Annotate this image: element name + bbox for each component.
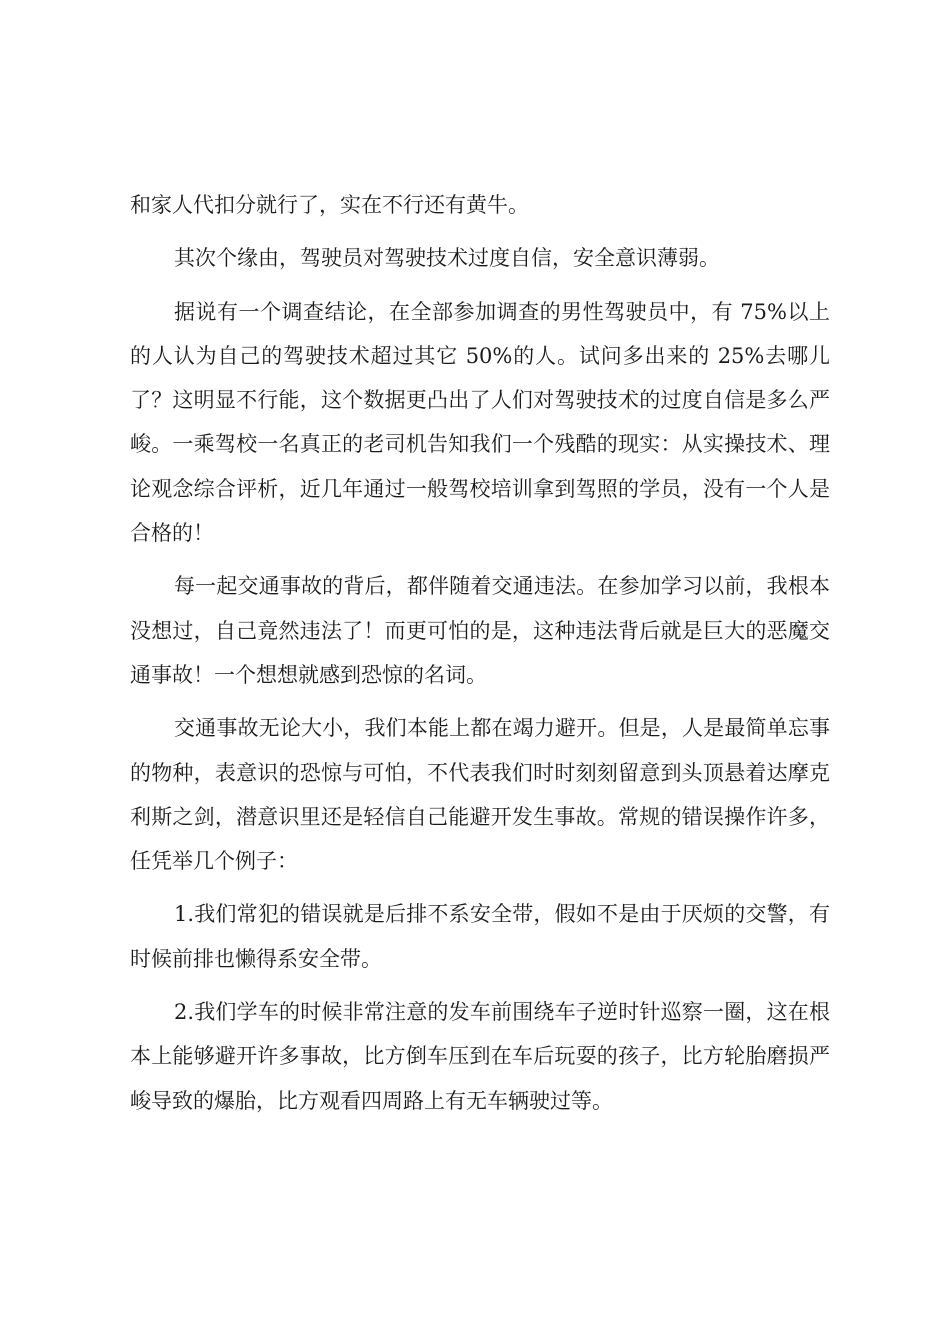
paragraph-continuation: 和家人代扣分就行了，实在不行还有黄牛。 (130, 193, 529, 217)
document-body (130, 183, 830, 1123)
paragraph-violation: 每一起交通事故的背后，都伴随着交通违法。在参加学习以前，我根本没想过，自己竟然违法了！而更可怕的是，这种违法背后就是巨大的恶魔交通事故！一个想想就感到恐惊的名词。 (130, 574, 830, 687)
paragraph-second-reason: 其次个缘由，驾驶员对驾驶技术过度自信，安全意识薄弱。 (174, 246, 720, 271)
paragraph-survey: 据说有一个调查结论，在全部参加调查的男性驾驶员中，有 75%以上的人认为自己的驾驶技术超过其它 50%的人。试问多出来的 25%去哪儿了？这明显不行能，这个数据更凸出了人们对驾驶技术的过度自信是多么严峻。一乘驾校一名真正的老司机告知我们一个残酷的现实：从实操技术、理论观念综合评析，近几年通过一般驾校培训拿到驾照的学员，没有一个人是合格的！ (130, 299, 830, 546)
list-item-seatbelt: 1.我们常犯的错误就是后排不系安全带，假如不是由于厌烦的交警，有时候前排也懒得系安全带。 (130, 902, 830, 971)
paragraph-accidents: 交通事故无论大小，我们本能上都在竭力避开。但是，人是最简单忘事的物种，表意识的恐惊与可怕，不代表我们时时刻刻留意到头顶悬着达摩克利斯之剑，潜意识里还是轻信自己能避开发生事故。常规的错误操作许多，任凭举几个例子： (130, 716, 830, 874)
list-item-inspection: 2.我们学车的时候非常注意的发车前围绕车子逆时针巡察一圈，这在根本上能够避开许多事故，比方倒车压到在车后玩耍的孩子，比方轮胎磨损严峻导致的爆胎，比方观看四周路上有无车辆驶过等。 (130, 1000, 830, 1113)
